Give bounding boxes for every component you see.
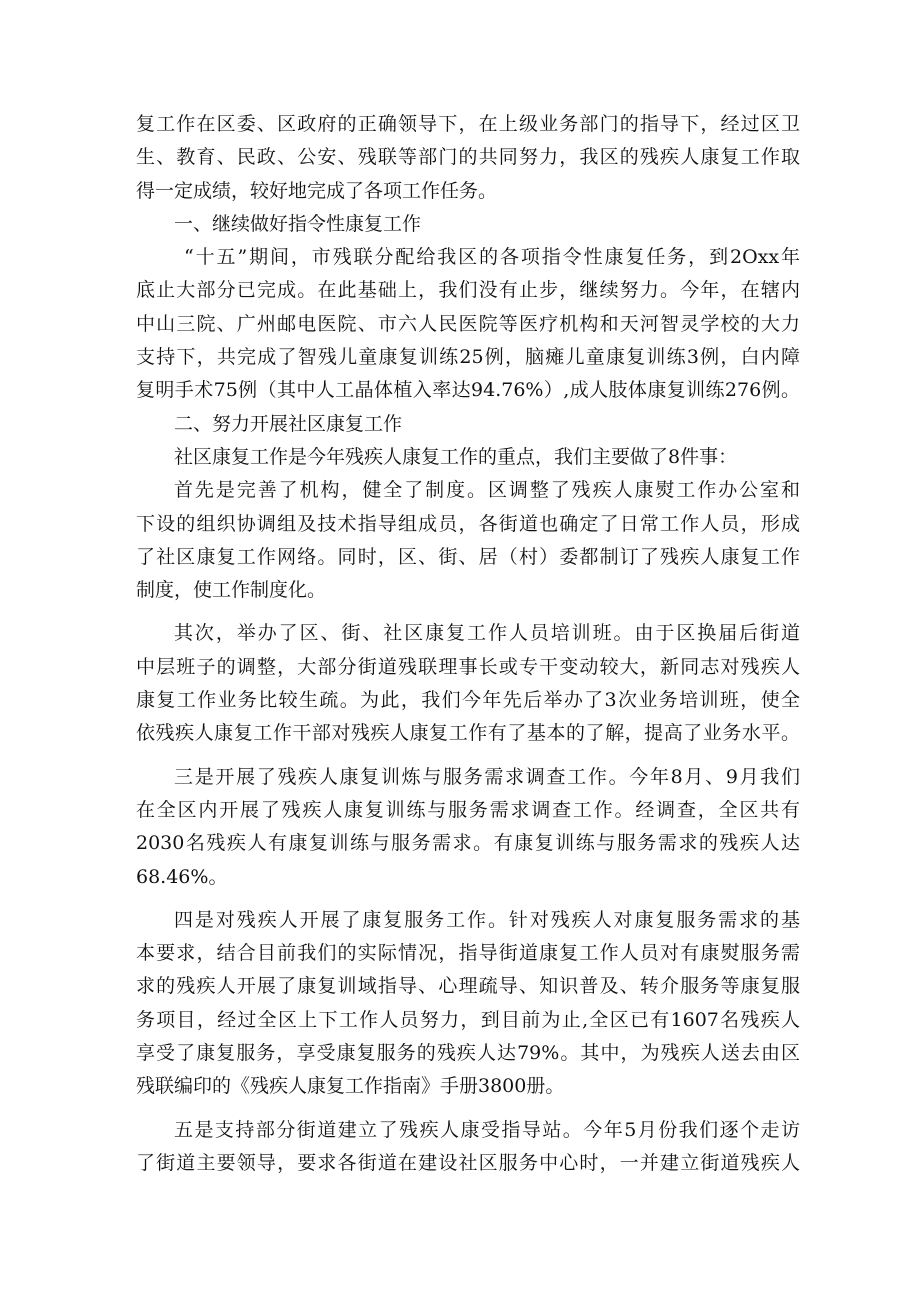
section-heading: 二、努力开展社区康复工作 — [174, 412, 403, 435]
text-line: 复明手术75例（其中人工晶体植入率达94.76%）,成人肢体康复训练276例。 — [136, 379, 800, 402]
text-line: 三是开展了残疾人康复训炼与服务需求调查工作。今年8月、9月我们 — [174, 765, 800, 788]
text-line: 中层班子的调整，大部分街道残联理事长或专干变动较大，新同志对残疾人 — [136, 655, 800, 678]
heading-section-2 — [136, 408, 800, 441]
paragraph-item-3 — [136, 761, 800, 894]
text-line: 首先是完善了机构，健全了制度。区调整了残疾人康熨工作办公室和 — [174, 479, 800, 502]
paragraph-item-1 — [136, 474, 800, 607]
text-line: 在全区内开展了残疾人康复训练与服务需求调查工作。经调查，全区共有 — [136, 798, 800, 821]
paragraph-item-4 — [136, 904, 800, 1104]
text-line: 五是支持部分街道建立了残疾人康受指导站。今年5月份我们逐个走访 — [174, 1118, 800, 1141]
text-line: 底止大部分已完成。在此基础上，我们没有止步，继续努力。今年，在辖内 — [136, 279, 800, 302]
text-line: 复工作在区委、区政府的正确领导下，在上级业务部门的指导下，经过区卫 — [136, 113, 800, 135]
text-line: 本要求，结合目前我们的实际情况，指导街道康复工作人员对有康熨服务需 — [136, 942, 800, 965]
text-line: 四是对残疾人开展了康复服务工作。针对残疾人对康复服务需求的基 — [174, 908, 800, 931]
paragraph-community-intro — [136, 441, 800, 474]
text-line: 务项目，经过全区上下工作人员努力，到目前为止,全区已有1607名残疾人 — [136, 1008, 800, 1031]
text-line: 依残疾人康复工作干部对残疾人康复工作有了基本的了解，提高了业务水平。 — [136, 722, 800, 745]
document-body — [136, 108, 800, 1180]
heading-section-1 — [136, 208, 800, 241]
text-line: 制度，使工作制度化。 — [136, 579, 327, 602]
paragraph-intro — [136, 108, 800, 208]
text-line: 生、教育、民政、公安、残联等部门的共同努力，我区的残疾人康复工作取 — [136, 146, 800, 169]
text-line: 求的残疾人开展了康复训域指导、心理疏导、知识普及、转介服务等康复服 — [136, 975, 800, 998]
text-line: 残联编印的《残疾人康复工作指南》手册3800册。 — [136, 1075, 565, 1098]
text-line: 享受了康复服务，享受康复服务的残疾人达79%。其中，为残疾人送去由区 — [136, 1042, 800, 1065]
text-line: 了社区康复工作网络。同时，区、街、居（村）委都制订了残疾人康复工作 — [136, 545, 800, 568]
paragraph-item-5 — [136, 1114, 800, 1181]
text-line: 68.46%。 — [136, 865, 228, 888]
text-line: 其次，举办了区、街、社区康复工作人员培训班。由于区换届后街道 — [174, 622, 800, 645]
text-line: “十五”期间，市残联分配给我区的各项指令性康复任务，到2Oxx年 — [184, 246, 800, 269]
paragraph-section-1 — [136, 241, 800, 407]
text-line: 2030名残疾人有康复训练与服务需求。有康复训练与服务需求的残疾人达 — [136, 832, 800, 855]
text-line: 得一定成绩，较好地完成了各项工作任务。 — [136, 179, 498, 202]
text-line: 支持下，共完成了智残儿童康复训练25例，脑瘫儿童康复训练3例，白内障 — [136, 346, 800, 369]
paragraph-item-2 — [136, 617, 800, 750]
text-line: 下设的组织协调组及技术指导组成员，各街道也确定了日常工作人员，形成 — [136, 512, 800, 535]
text-line: 了街道主要领导，要求各街道在建设社区服务中心时，一并建立街道残疾人 — [136, 1151, 800, 1174]
text-line: 康复工作业务比较生疏。为此，我们今年先后举办了3次业务培训班，使全 — [136, 689, 800, 712]
text-line: 社区康复工作是今年残疾人康复工作的重点，我们主要做了8件事： — [174, 445, 738, 468]
text-line: 中山三院、广州邮电医院、市六人民医院等医疗机构和天河智灵学校的大力 — [136, 312, 800, 335]
section-heading: 一、继续做好指令性康复工作 — [174, 212, 422, 235]
